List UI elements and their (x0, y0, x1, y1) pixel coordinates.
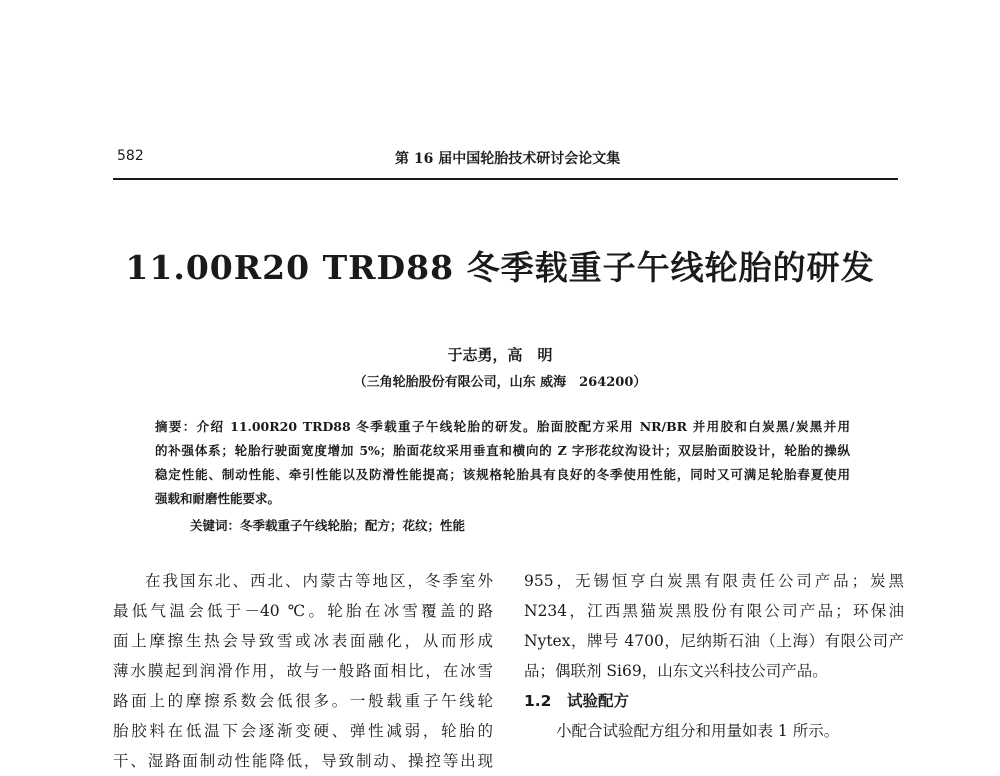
header-rule (113, 178, 898, 180)
body-line: 薄水膜起到润滑作用，故与一般路面相比，在冰雪 (113, 662, 493, 680)
body-line: 干、湿路面制动性能降低，导致制动、操控等出现 (113, 752, 493, 770)
authors: 于志勇，高 明 (447, 346, 553, 364)
body-line: 路面上的摩擦系数会低很多。一般载重子午线轮 (113, 692, 493, 710)
affiliation: （三角轮胎股份有限公司，山东 威海 264200） (353, 375, 647, 390)
paper-title: 11.00R20 TRD88 冬季载重子午线轮胎的研发 (125, 248, 875, 287)
abstract-line: 稳定性能、制动性能、牵引性能以及防滑性能提高；该规格轮胎具有良好的冬季使用性能，同时又可满足轮胎春夏使用 (155, 467, 850, 482)
abstract-line: 的补强体系；轮胎行驶面宽度增加 5%；胎面花纹采用垂直和横向的 Z 字形花纹沟设计；双层胎面胶设计，轮胎的操纵 (155, 443, 850, 458)
body-line: 小配合试验配方组分和用量如表 1 所示。 (556, 722, 840, 740)
section-heading: 1.2 试验配方 (524, 692, 629, 710)
body-line: Nytex，牌号 4700，尼纳斯石油（上海）有限公司产 (524, 632, 904, 650)
right-column (524, 566, 904, 746)
running-head: 第 16 届中国轮胎技术研讨会论文集 (395, 151, 621, 167)
left-column (113, 566, 493, 776)
body-line: 在我国东北、西北、内蒙古等地区，冬季室外 (145, 572, 493, 590)
body-line: N234，江西黑猫炭黑股份有限公司产品；环保油 (524, 602, 904, 620)
body-line: 955，无锡恒亨白炭黑有限责任公司产品；炭黑 (524, 572, 904, 590)
abstract-line: 摘要：介绍 11.00R20 TRD88 冬季载重子午线轮胎的研发。胎面胶配方采用 NR/BR 并用胶和白炭黑/炭黑并用 (155, 419, 850, 434)
abstract (155, 415, 850, 511)
body-line: 最低气温会低于－40 ℃。轮胎在冰雪覆盖的路 (113, 602, 493, 620)
page-number: 582 (117, 148, 144, 164)
body-line: 面上摩擦生热会导致雪或冰表面融化，从而形成 (113, 632, 493, 650)
body-line: 品；偶联剂 Si69，山东文兴科技公司产品。 (524, 662, 828, 680)
keywords: 关键词：冬季载重子午线轮胎；配方；花纹；性能 (190, 518, 466, 533)
abstract-line: 强载和耐磨性能要求。 (155, 491, 281, 506)
body-line: 胎胶料在低温下会逐渐变硬、弹性减弱，轮胎的 (113, 722, 493, 740)
